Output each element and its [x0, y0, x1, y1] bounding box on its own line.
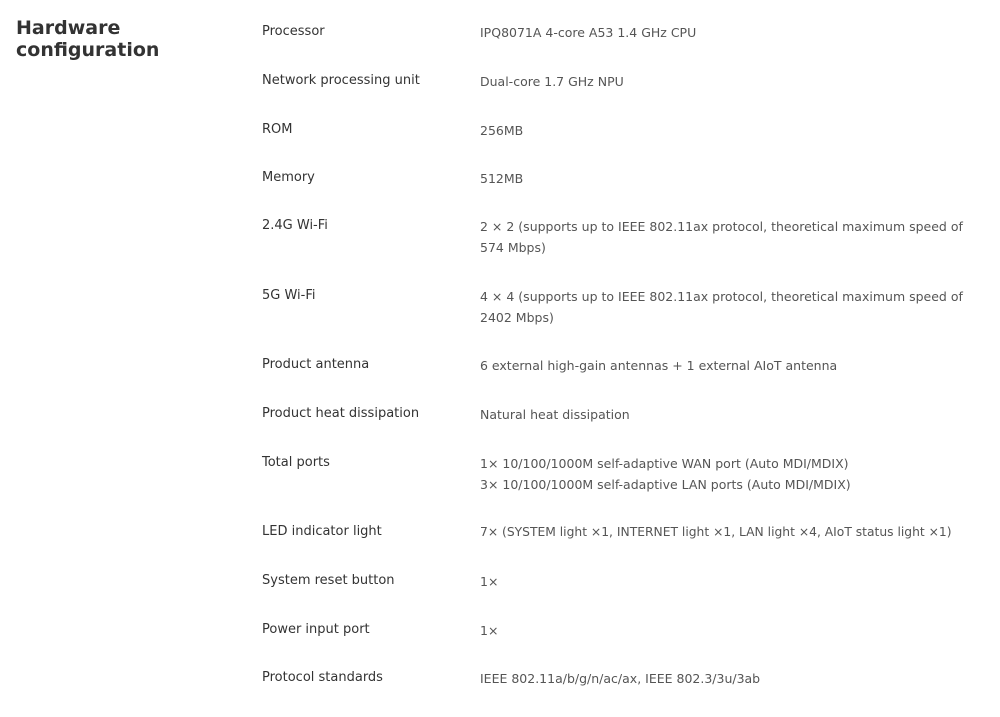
- spec-row-ports: [262, 453, 982, 522]
- spec-row-wifi-24g: [262, 216, 982, 286]
- spec-value: 256MB: [480, 123, 524, 138]
- spec-row-memory: [262, 168, 982, 216]
- spec-value: Natural heat dissipation: [480, 407, 630, 422]
- spec-row-npu: [262, 71, 982, 120]
- spec-row-power: [262, 620, 982, 668]
- spec-label: Network processing unit: [262, 73, 420, 88]
- spec-value: 6 external high-gain antennas + 1 external AIoT antenna: [480, 358, 838, 373]
- spec-value: 4 × 4 (supports up to IEEE 802.11ax protocol, theoretical maximum speed of 2402 Mbps): [480, 289, 963, 325]
- spec-label: Total ports: [262, 455, 330, 470]
- spec-label: Product heat dissipation: [262, 406, 420, 421]
- spec-row-heat: [262, 404, 982, 453]
- spec-label: Processor: [262, 24, 325, 39]
- spec-value: 1×: [480, 623, 499, 638]
- spec-label: 2.4G Wi-Fi: [262, 218, 328, 233]
- spec-label: Memory: [262, 170, 315, 185]
- spec-label: Protocol standards: [262, 670, 383, 685]
- spec-label: LED indicator light: [262, 524, 382, 539]
- spec-row-rom: [262, 120, 982, 168]
- spec-value: Dual-core 1.7 GHz NPU: [480, 74, 624, 89]
- spec-row-protocol: [262, 668, 982, 708]
- spec-row-processor: [262, 22, 982, 71]
- spec-label: ROM: [262, 122, 293, 137]
- spec-row-reset: [262, 571, 982, 620]
- spec-value: IPQ8071A 4-core A53 1.4 GHz CPU: [480, 25, 697, 40]
- spec-label: Product antenna: [262, 357, 370, 372]
- section-title: Hardware configuration: [16, 17, 160, 61]
- spec-label: System reset button: [262, 573, 395, 588]
- spec-value: IEEE 802.11a/b/g/n/ac/ax, IEEE 802.3/3u/3ab: [480, 671, 761, 686]
- spec-row-led: [262, 522, 982, 571]
- spec-label: Power input port: [262, 622, 370, 637]
- spec-table: [262, 22, 982, 708]
- spec-value: 2 × 2 (supports up to IEEE 802.11ax protocol, theoretical maximum speed of 574 Mbps): [480, 219, 963, 255]
- spec-value: 1×: [480, 574, 499, 589]
- spec-value: 512MB: [480, 171, 524, 186]
- spec-label: 5G Wi-Fi: [262, 288, 316, 303]
- spec-value: 1× 10/100/1000M self-adaptive WAN port (Auto MDI/MDIX) 3× 10/100/1000M self-adaptive LAN ports (Auto MDI/MDIX): [480, 456, 851, 492]
- spec-value: 7× (SYSTEM light ×1, INTERNET light ×1, LAN light ×4, AIoT status light ×1): [480, 525, 952, 539]
- spec-row-antenna: [262, 355, 982, 404]
- spec-row-wifi-5g: [262, 286, 982, 355]
